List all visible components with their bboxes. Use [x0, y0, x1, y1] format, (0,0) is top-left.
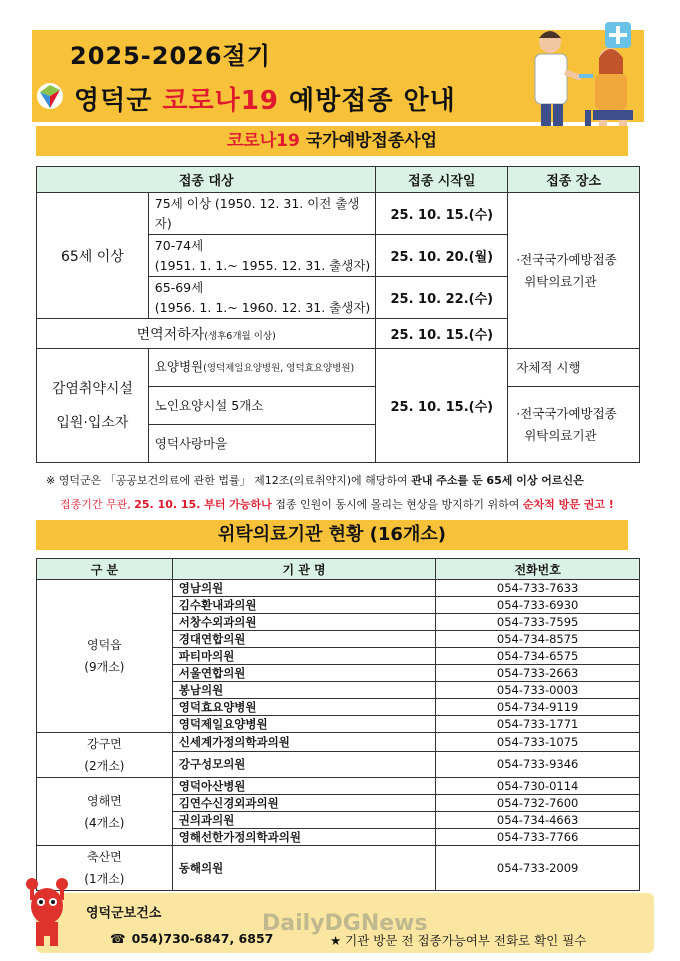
area-cell: 영해면 (4개소) [37, 778, 173, 846]
table-row [37, 193, 640, 235]
header-target: 접종 대상 [37, 167, 376, 193]
table-row [37, 580, 640, 597]
clinic-name: 신세계가정의학과의원 [172, 733, 436, 752]
clinic-name: 동해의원 [172, 846, 436, 891]
table-header-row [37, 167, 640, 193]
clinic-name: 강구성모의원 [172, 751, 436, 777]
footer-note: ★ 기관 방문 전 접종가능여부 전화로 확인 필수 [330, 933, 587, 948]
target-cell: 요양병원(영덕제일요양병원, 영덕효요양병원) [148, 349, 376, 387]
clinic-name: 김수환내과의원 [172, 597, 436, 614]
watermark: DailyDGNews [262, 911, 428, 936]
place-cell: ·전국국가예방접종 위탁의료기관 [508, 387, 640, 463]
area-cell: 강구면 (2개소) [37, 733, 173, 778]
clinic-tel: 054-733-9346 [436, 751, 640, 777]
header-start-date: 접종 시작일 [376, 167, 508, 193]
mascot-icon [22, 876, 72, 948]
place-cell: 자체적 시행 [508, 349, 640, 387]
clinic-tel: 054-733-1075 [436, 733, 640, 752]
clinic-name: 영덕효요양병원 [172, 699, 436, 716]
clinic-tel: 054-733-0003 [436, 682, 640, 699]
clinic-tel: 054-733-2009 [436, 846, 640, 891]
notice-line-2: 접종기간 무관, 25. 10. 15. 부터 가능하나 접종 인원이 동시에 몰리는 현상을 방지하기 위하여 순차적 방문 권고 ! [60, 498, 614, 511]
area-cell: 축산면 (1개소) [37, 846, 173, 891]
clinic-name: 권의과의원 [172, 812, 436, 829]
target-cell: 70-74세 (1951. 1. 1.~ 1955. 12. 31. 출생자) [148, 235, 376, 277]
clinic-name: 서창수외과의원 [172, 614, 436, 631]
clinic-name: 서울연합의원 [172, 665, 436, 682]
section-title-program: 코로나19 국가예방접종사업 [226, 131, 438, 151]
clinic-tel: 054-733-7595 [436, 614, 640, 631]
clinic-table [36, 558, 640, 891]
phone-icon: ☎ [110, 931, 126, 946]
table-row [37, 349, 640, 387]
target-cell: 노인요양시설 5개소 [148, 387, 376, 425]
clinic-name: 봉남의원 [172, 682, 436, 699]
clinic-tel: 054-730-0114 [436, 778, 640, 795]
clinic-name: 영해선한가정의학과의원 [172, 829, 436, 846]
date-cell: 25. 10. 22.(수) [376, 277, 508, 319]
page-title: 영덕군 코로나19 예방접종 안내 [74, 86, 456, 116]
date-cell: 25. 10. 15.(수) [376, 319, 508, 349]
group-65-label: 65세 이상 [37, 193, 149, 319]
date-cell: 25. 10. 15.(수) [376, 349, 508, 463]
target-cell: 영덕사랑마을 [148, 425, 376, 463]
header-name: 기 관 명 [172, 559, 436, 580]
area-cell: 영덕읍 (9개소) [37, 580, 173, 733]
contact-phone: ☎ 054)730-6847, 6857 [110, 931, 274, 946]
header-tel: 전화번호 [436, 559, 640, 580]
clinic-name: 영남의원 [172, 580, 436, 597]
clinic-tel: 054-732-7600 [436, 795, 640, 812]
clinic-name: 경대연합의원 [172, 631, 436, 648]
clinic-name: 김연수신경외과의원 [172, 795, 436, 812]
clinic-tel: 054-734-9119 [436, 699, 640, 716]
logo-icon [36, 82, 64, 110]
immuno-target-cell: 면역저하자(생후6개월 이상) [37, 319, 376, 349]
place-cell: ·전국국가예방접종 위탁의료기관 [508, 193, 640, 349]
clinic-tel: 054-733-2663 [436, 665, 640, 682]
clinic-tel: 054-733-7633 [436, 580, 640, 597]
table-header-row [37, 559, 640, 580]
date-cell: 25. 10. 15.(수) [376, 193, 508, 235]
table-row [37, 846, 640, 891]
table-row [37, 778, 640, 795]
clinic-tel: 054-733-6930 [436, 597, 640, 614]
table-row [37, 733, 640, 752]
notice-line-1: ※ 영덕군은 「공공보건의료에 관한 법률」 제12조(의료취약지)에 해당하여 관내 주소를 둔 65세 이상 어르신은 [46, 474, 584, 487]
target-cell: 75세 이상 (1950. 12. 31. 이전 출생자) [148, 193, 376, 235]
target-cell: 65-69세 (1956. 1. 1.~ 1960. 12. 31. 출생자) [148, 277, 376, 319]
clinic-name: 영덕제일요양병원 [172, 716, 436, 733]
schedule-table [36, 166, 640, 463]
clinic-name: 파티마의원 [172, 648, 436, 665]
header-area: 구 분 [37, 559, 173, 580]
clinic-tel: 054-734-4663 [436, 812, 640, 829]
clinic-tel: 054-734-8575 [436, 631, 640, 648]
clinic-tel: 054-733-1771 [436, 716, 640, 733]
clinic-tel: 054-733-7766 [436, 829, 640, 846]
clinic-tel: 054-734-6575 [436, 648, 640, 665]
clinic-name: 영덕아산병원 [172, 778, 436, 795]
season-label: 2025-2026절기 [70, 42, 271, 70]
group-vulnerable-label: 감염취약시설 입원·입소자 [37, 349, 149, 463]
section-title-clinics: 위탁의료기관 현황 (16개소) [218, 524, 446, 545]
header-place: 접종 장소 [508, 167, 640, 193]
date-cell: 25. 10. 20.(월) [376, 235, 508, 277]
org-name: 영덕군보건소 [86, 906, 162, 921]
